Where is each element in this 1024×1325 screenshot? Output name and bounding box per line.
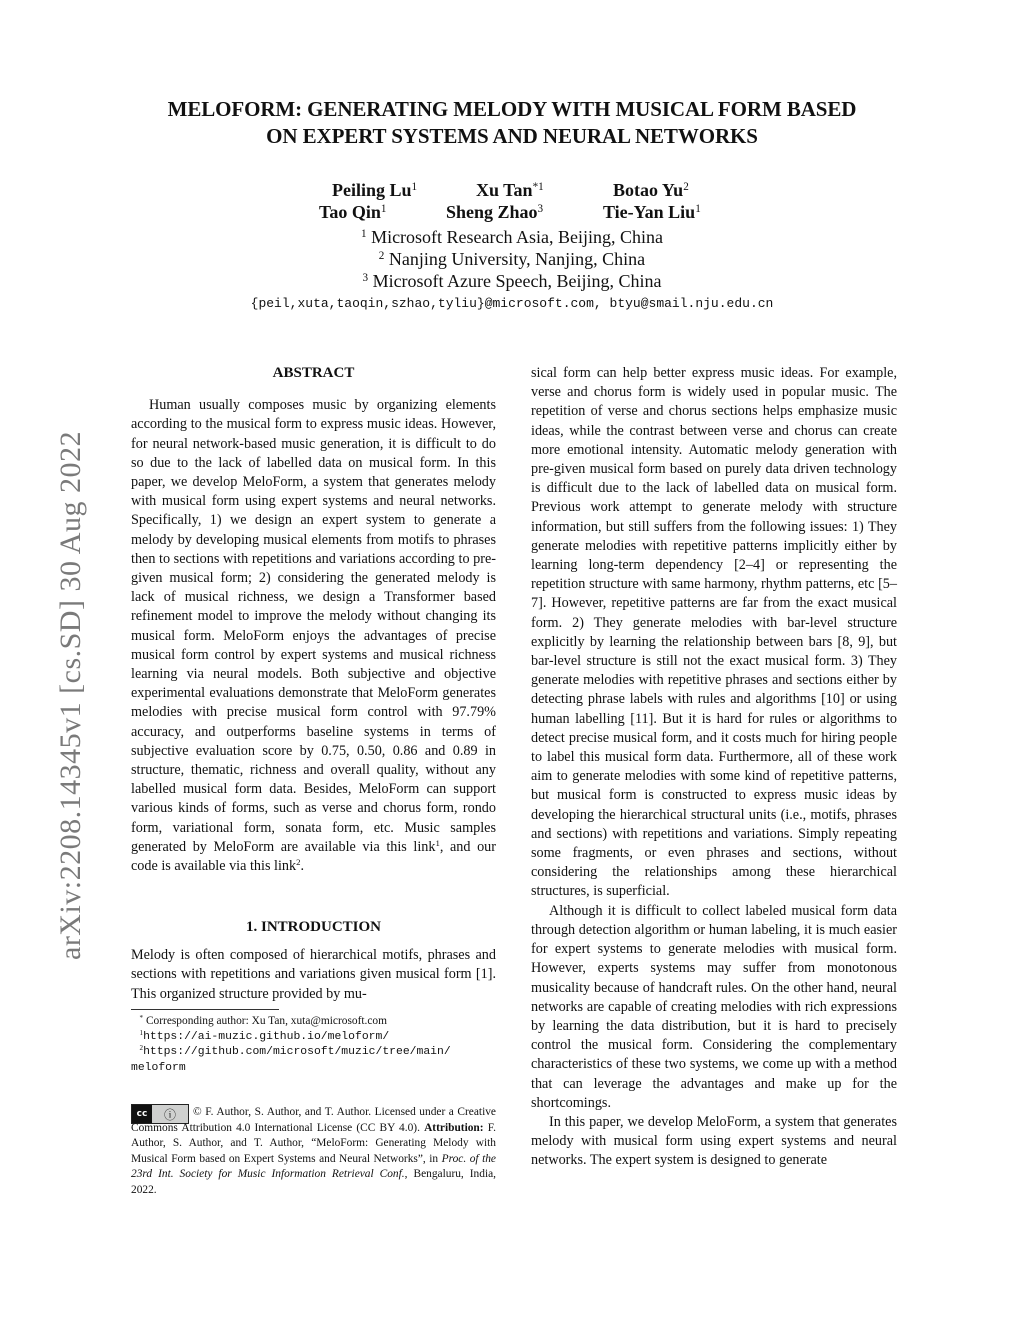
introduction-section bbox=[131, 918, 496, 1004]
author-name: Sheng Zhao$^3$ bbox=[446, 202, 544, 222]
author-name: Botao Yu$^2$ bbox=[613, 180, 689, 200]
footnote-rule bbox=[131, 1009, 279, 1010]
attribution-icon: ⓘ bbox=[163, 1107, 176, 1122]
footnote-link[interactable]: https://ai-muzic.github.io/meloform/ bbox=[143, 1031, 390, 1043]
intro-paragraph: In this paper, we develop MeloForm, a system that generates melody with musical form using expert systems and neural networks. The expert system is designed to generate bbox=[531, 1113, 897, 1169]
intro-heading: 1. INTRODUCTION bbox=[245, 919, 381, 935]
abstract-body: Human usually composes music by organizing elements according to the musical form to express music ideas. However, for neural network-based music generation, it is difficult to do so due to the lack of labelled data on musical form. In this paper, we develop MeloForm, a system that generates melody with musical form using expert systems and neural networks. Specifically, 1) we design an expert system to generate a melody by developing musical elements from motifs to phrases then to sections with repetitions and variations according to pre-given musical form; 2) considering the generated melody is lack of musical richness, we design a Transformer based refinement model to improve the melody without changing its musical form. MeloForm enjoys the advantages of precise musical form control by expert systems and musical richness learning via neural models. Both subjective and objective experimental evaluations demonstrate that MeloForm generates melodies with precise musical form control with 97.79% accuracy, and outperforms baseline systems in terms of subjective evaluation score by 0.75, 0.50, 0.86 and 0.89 in structure, thematic, richness and overall quality, without any labelled musical form data. Besides, MeloForm can support various kinds of forms, such as verse and chorus form, rondo form, variational form, sonata form, etc. Music samples generated by MeloForm are available via this link$^1$, and our code is available via this link$^2$. bbox=[131, 397, 496, 875]
author-name: Peiling Lu$^1$ bbox=[332, 180, 418, 200]
license-notice: © F. Author, S. Author, and T. Author. Licensed under a Creative Commons Attribution 4.0 International License (CC BY 4.0). Attribution: F. Author, S. Author, and T. Author, “MeloForm: Generating Melody with Musical Form based on Expert Systems and Neural Networks”, in Proc. of the 23rd Int. Society for Music Information Retrieval Conf., Bengaluru, India, 2022. bbox=[131, 1106, 497, 1196]
abstract-heading: ABSTRACT bbox=[272, 365, 355, 381]
title-line-1: MELOFORM: GENERATING MELODY WITH MUSICAL FORM BASED bbox=[167, 97, 857, 121]
author-name: Xu Tan$^{*1}$ bbox=[476, 180, 544, 200]
author-name: Tie-Yan Liu$^1$ bbox=[603, 202, 701, 222]
footnote-corresponding: * Corresponding author: Xu Tan, xuta@microsoft.com bbox=[139, 1014, 387, 1027]
footnote-2: $^2$https://github.com/microsoft/muzic/tree/main/ meloform bbox=[131, 1044, 451, 1074]
footnote-1: $^1$https://ai-muzic.github.io/meloform/ bbox=[139, 1029, 390, 1043]
affiliation: $^2$ Nanjing University, Nanjing, China bbox=[378, 249, 646, 269]
intro-paragraph: sical form can help better express music ideas. For example, verse and chorus form is widely used in popular music. The repetition of verse and chorus sections helps emphasize music ideas, while the contrast between verse and chorus can create more emotional intensity. Automatic melody generation with pre-given musical form based on purely data driven technology is difficult due to the lack of labelled data on musical form. Previous work attempt to generate melody with structure information, but still suffers from the following issues: 1) They generate melodies with repetitive patterns implicitly either by learning long-term dependency [2–4] or representing the repetition structure with same harmony, rhythm patterns, etc [5–7]. However, repetitive patterns are far from the exact musical form. 2) They generate melodies with bar-level structure explicitly by learning the relationship between bars [8, 9], but bar-level structure is still not the exact musical form. 3) They generate melodies with repetitive phrases and sections either by detecting phrase labels with rules and algorithms [10] or using human labelling [11]. But it is hard for rules or algorithms to detect precise musical form, and it costs much for hiring people to label this musical form data. Furthermore, all of these work aim to generate melodies with some kind of repetitive patterns, but musical form is constructed to express music ideas by developing the hierarchical structural units (i.e., motifs, phrases and sections) with repetitions and variations. Simply repeating some fragments, or even phrases and sections, without considering the relationships among these hierarchical structures, is superficial. bbox=[531, 365, 897, 900]
intro-paragraph: Melody is often composed of hierarchical motifs, phrases and sections with repetitions and variations given musical form [1]. This organized structure provided by mu- bbox=[131, 947, 496, 1002]
paper-title bbox=[100, 96, 924, 150]
author-emails: {peil,xuta,taoqin,szhao,tyliu}@microsoft.com, btyu@smail.nju.edu.cn bbox=[250, 296, 774, 311]
affiliation: $^3$ Microsoft Azure Speech, Beijing, China bbox=[362, 271, 662, 291]
affiliation: $^1$ Microsoft Research Asia, Beijing, China bbox=[360, 227, 664, 247]
author-name: Tao Qin$^1$ bbox=[319, 202, 387, 222]
cc-icon: cc bbox=[132, 1105, 152, 1123]
title-line-2: ON EXPERT SYSTEMS AND NEURAL NETWORKS bbox=[266, 124, 758, 148]
footnote-link[interactable]: https://github.com/microsoft/muzic/tree/main/ bbox=[143, 1046, 451, 1058]
arxiv-identifier: arXiv:2208.14345v1 [cs.SD] 30 Aug 2022 bbox=[54, 431, 87, 960]
right-column bbox=[531, 364, 897, 1171]
footnote-link-cont[interactable]: meloform bbox=[131, 1062, 186, 1074]
intro-paragraph: Although it is difficult to collect labeled musical form data through detection algorithm or human labeling, it is much easier for expert systems to generate melodies with musical form. However, experts systems may suffer from monotonous musicality because of handcraft rules. On the other hand, neural networks are capable of creating melodies with rich expressions by learning the data distribution, but it is hard to precisely control the musical form. Considering the complementary characteristics of these two systems, we come up with a method that can leverage the advantages and make up for the shortcomings. bbox=[531, 902, 897, 1111]
abstract-section bbox=[131, 364, 496, 876]
